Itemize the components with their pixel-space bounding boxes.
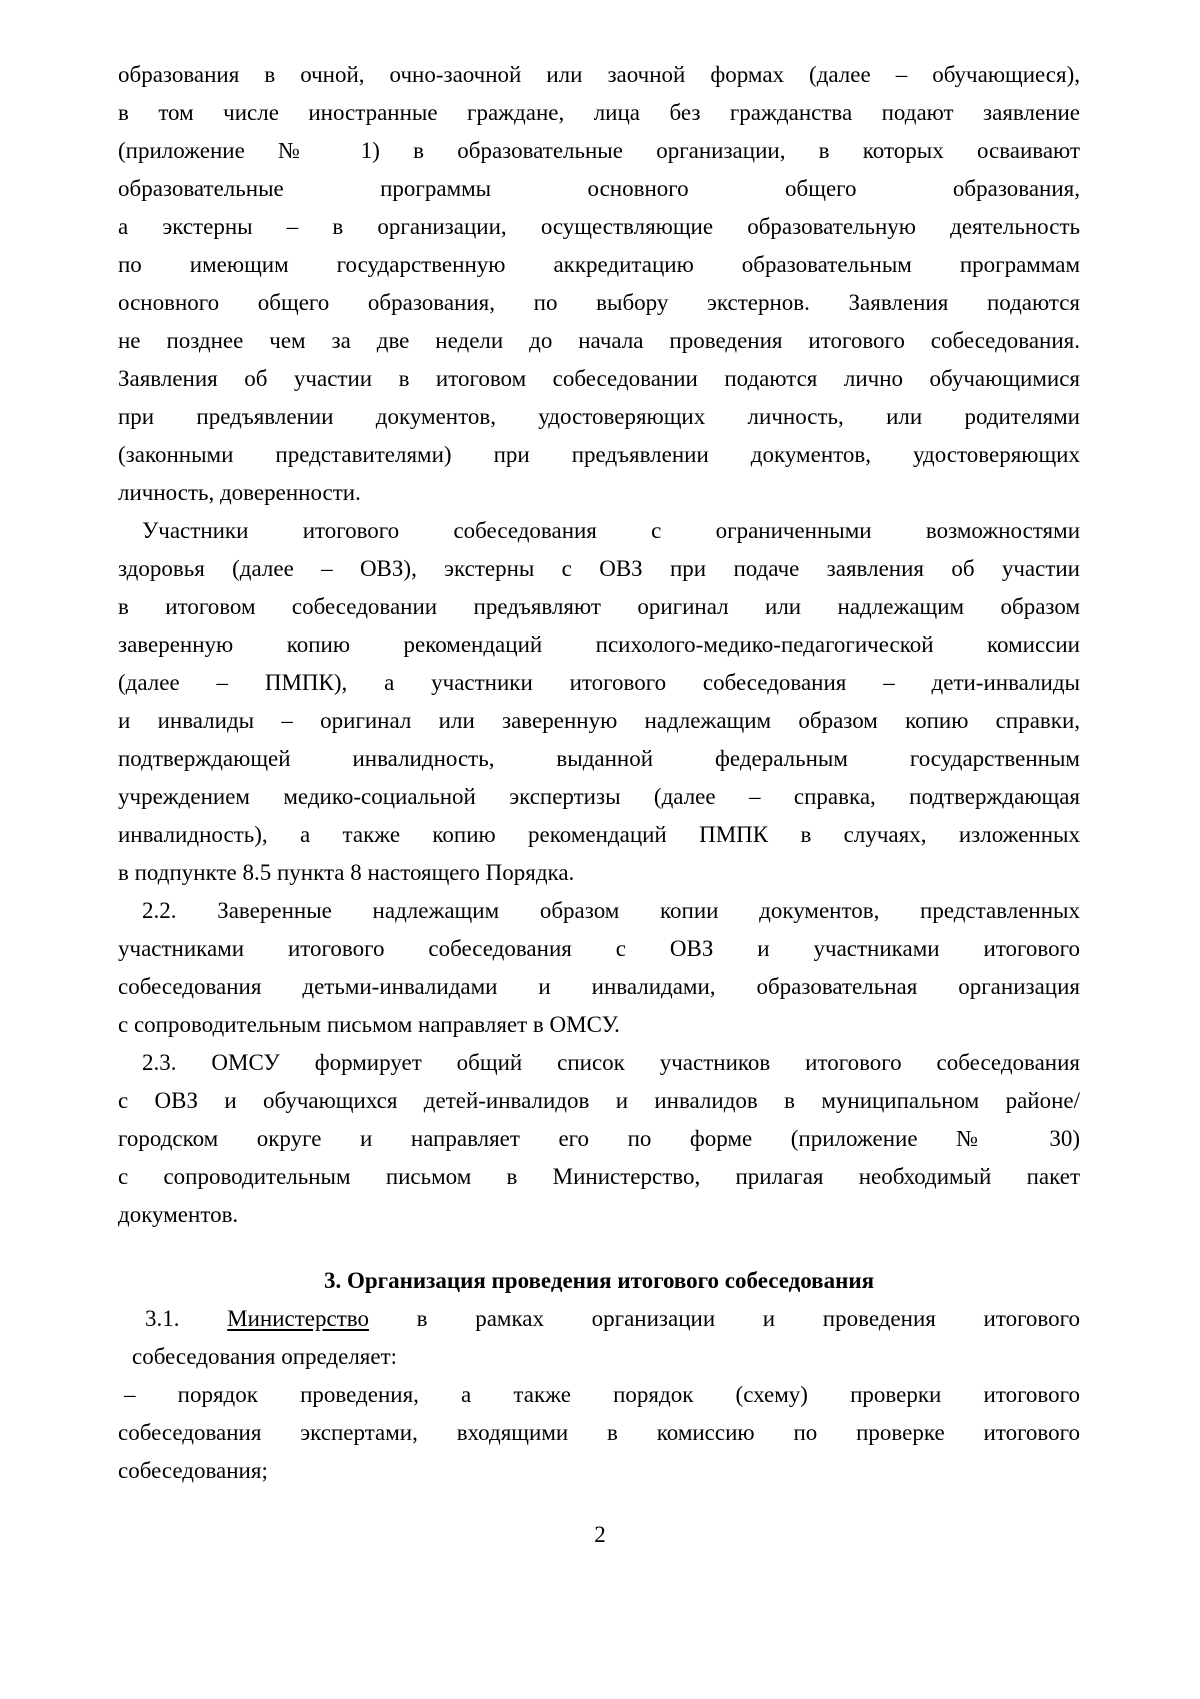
text-line: подтверждающей инвалидность, выданной федеральным государственным: [118, 746, 1080, 771]
paragraph-clause-2-2: [118, 892, 1080, 1044]
text-line: собеседования экспертами, входящими в комиссию по проверке итогового: [118, 1420, 1080, 1445]
text-line: с сопроводительным письмом направляет в ОМСУ.: [118, 1012, 620, 1037]
text-line: а экстерны – в организации, осуществляющие образовательную деятельность: [118, 214, 1080, 239]
paragraph-ovz-participants: [118, 512, 1080, 892]
text-line: Заявления об участии в итоговом собеседовании подаются лично обучающимися: [118, 366, 1080, 391]
text-line: личность, доверенности.: [118, 480, 361, 505]
text-line: учреждением медико-социальной экспертизы (далее – справка, подтверждающая: [118, 784, 1080, 809]
text-line: и инвалиды – оригинал или заверенную надлежащим образом копию справки,: [118, 708, 1080, 733]
text-line: в итоговом собеседовании предъявляют оригинал или надлежащим образом: [118, 594, 1080, 619]
paragraph-applications: [118, 56, 1080, 512]
text-line: городском округе и направляет его по форме (приложение № 30): [118, 1126, 1080, 1151]
text-line: заверенную копию рекомендаций психолого-медико-педагогической комиссии: [118, 632, 1080, 657]
text-line: 2.3. ОМСУ формирует общий список участников итогового собеседования: [142, 1050, 1080, 1075]
page-footer: [0, 1516, 1200, 1554]
text-line: инвалидность), а также копию рекомендаций ПМПК в случаях, изложенных: [118, 822, 1080, 847]
text-line: собеседования;: [118, 1458, 268, 1483]
text-line: при предъявлении документов, удостоверяющих личность, или родителями: [118, 404, 1080, 429]
text-line: Участники итогового собеседования с ограниченными возможностями: [142, 518, 1080, 543]
text-line: образовательные программы основного общего образования,: [118, 176, 1080, 201]
paragraph-clause-2-3: [118, 1044, 1080, 1234]
text-line: собеседования определяет:: [132, 1344, 398, 1369]
text-line: с сопроводительным письмом в Министерство, прилагая необходимый пакет: [118, 1164, 1080, 1189]
text-line: в том числе иностранные граждане, лица без гражданства подают заявление: [118, 100, 1080, 125]
text-line: собеседования детьми-инвалидами и инвалидами, образовательная организация: [118, 974, 1080, 999]
text-line: с ОВЗ и обучающихся детей-инвалидов и инвалидов в муниципальном районе/: [118, 1088, 1080, 1113]
clause-number: 3.1.: [145, 1306, 228, 1331]
text-line: 2.2. Заверенные надлежащим образом копии документов, представленных: [142, 898, 1080, 923]
text-line: – порядок проведения, а также порядок (схему) проверки итогового: [124, 1382, 1080, 1407]
text-line: здоровья (далее – ОВЗ), экстерны с ОВЗ при подаче заявления об участии: [118, 556, 1080, 581]
text-line: участниками итогового собеседования с ОВЗ и участниками итогового: [118, 936, 1080, 961]
text-line: (приложение № 1) в образовательные организации, в которых осваивают: [118, 138, 1080, 163]
underlined-term: Министерство: [227, 1306, 369, 1331]
clause-text: в рамках организации и проведения итогового: [368, 1306, 1080, 1331]
text-line: (законными представителями) при предъявлении документов, удостоверяющих: [118, 442, 1080, 467]
text-line: (далее – ПМПК), а участники итогового собеседования – дети-инвалиды: [118, 670, 1080, 695]
paragraph-clause-3-1: [132, 1300, 1080, 1376]
text-line: не позднее чем за две недели до начала проведения итогового собеседования.: [118, 328, 1080, 353]
page-number: 2: [594, 1522, 606, 1547]
text-line: [132, 1300, 1080, 1338]
text-line: по имеющим государственную аккредитацию образовательным программам: [118, 252, 1080, 277]
text-line: образования в очной, очно-заочной или заочной формах (далее – обучающиеся),: [118, 62, 1080, 87]
section-heading: 3. Организация проведения итогового собеседования: [323, 1268, 875, 1293]
paragraph-dash-item: [118, 1376, 1080, 1490]
text-line: документов.: [118, 1202, 239, 1227]
text-line: в подпункте 8.5 пункта 8 настоящего Порядка.: [118, 860, 575, 885]
text-line: основного общего образования, по выбору экстернов. Заявления подаются: [118, 290, 1080, 315]
page-content: [118, 56, 1080, 1490]
